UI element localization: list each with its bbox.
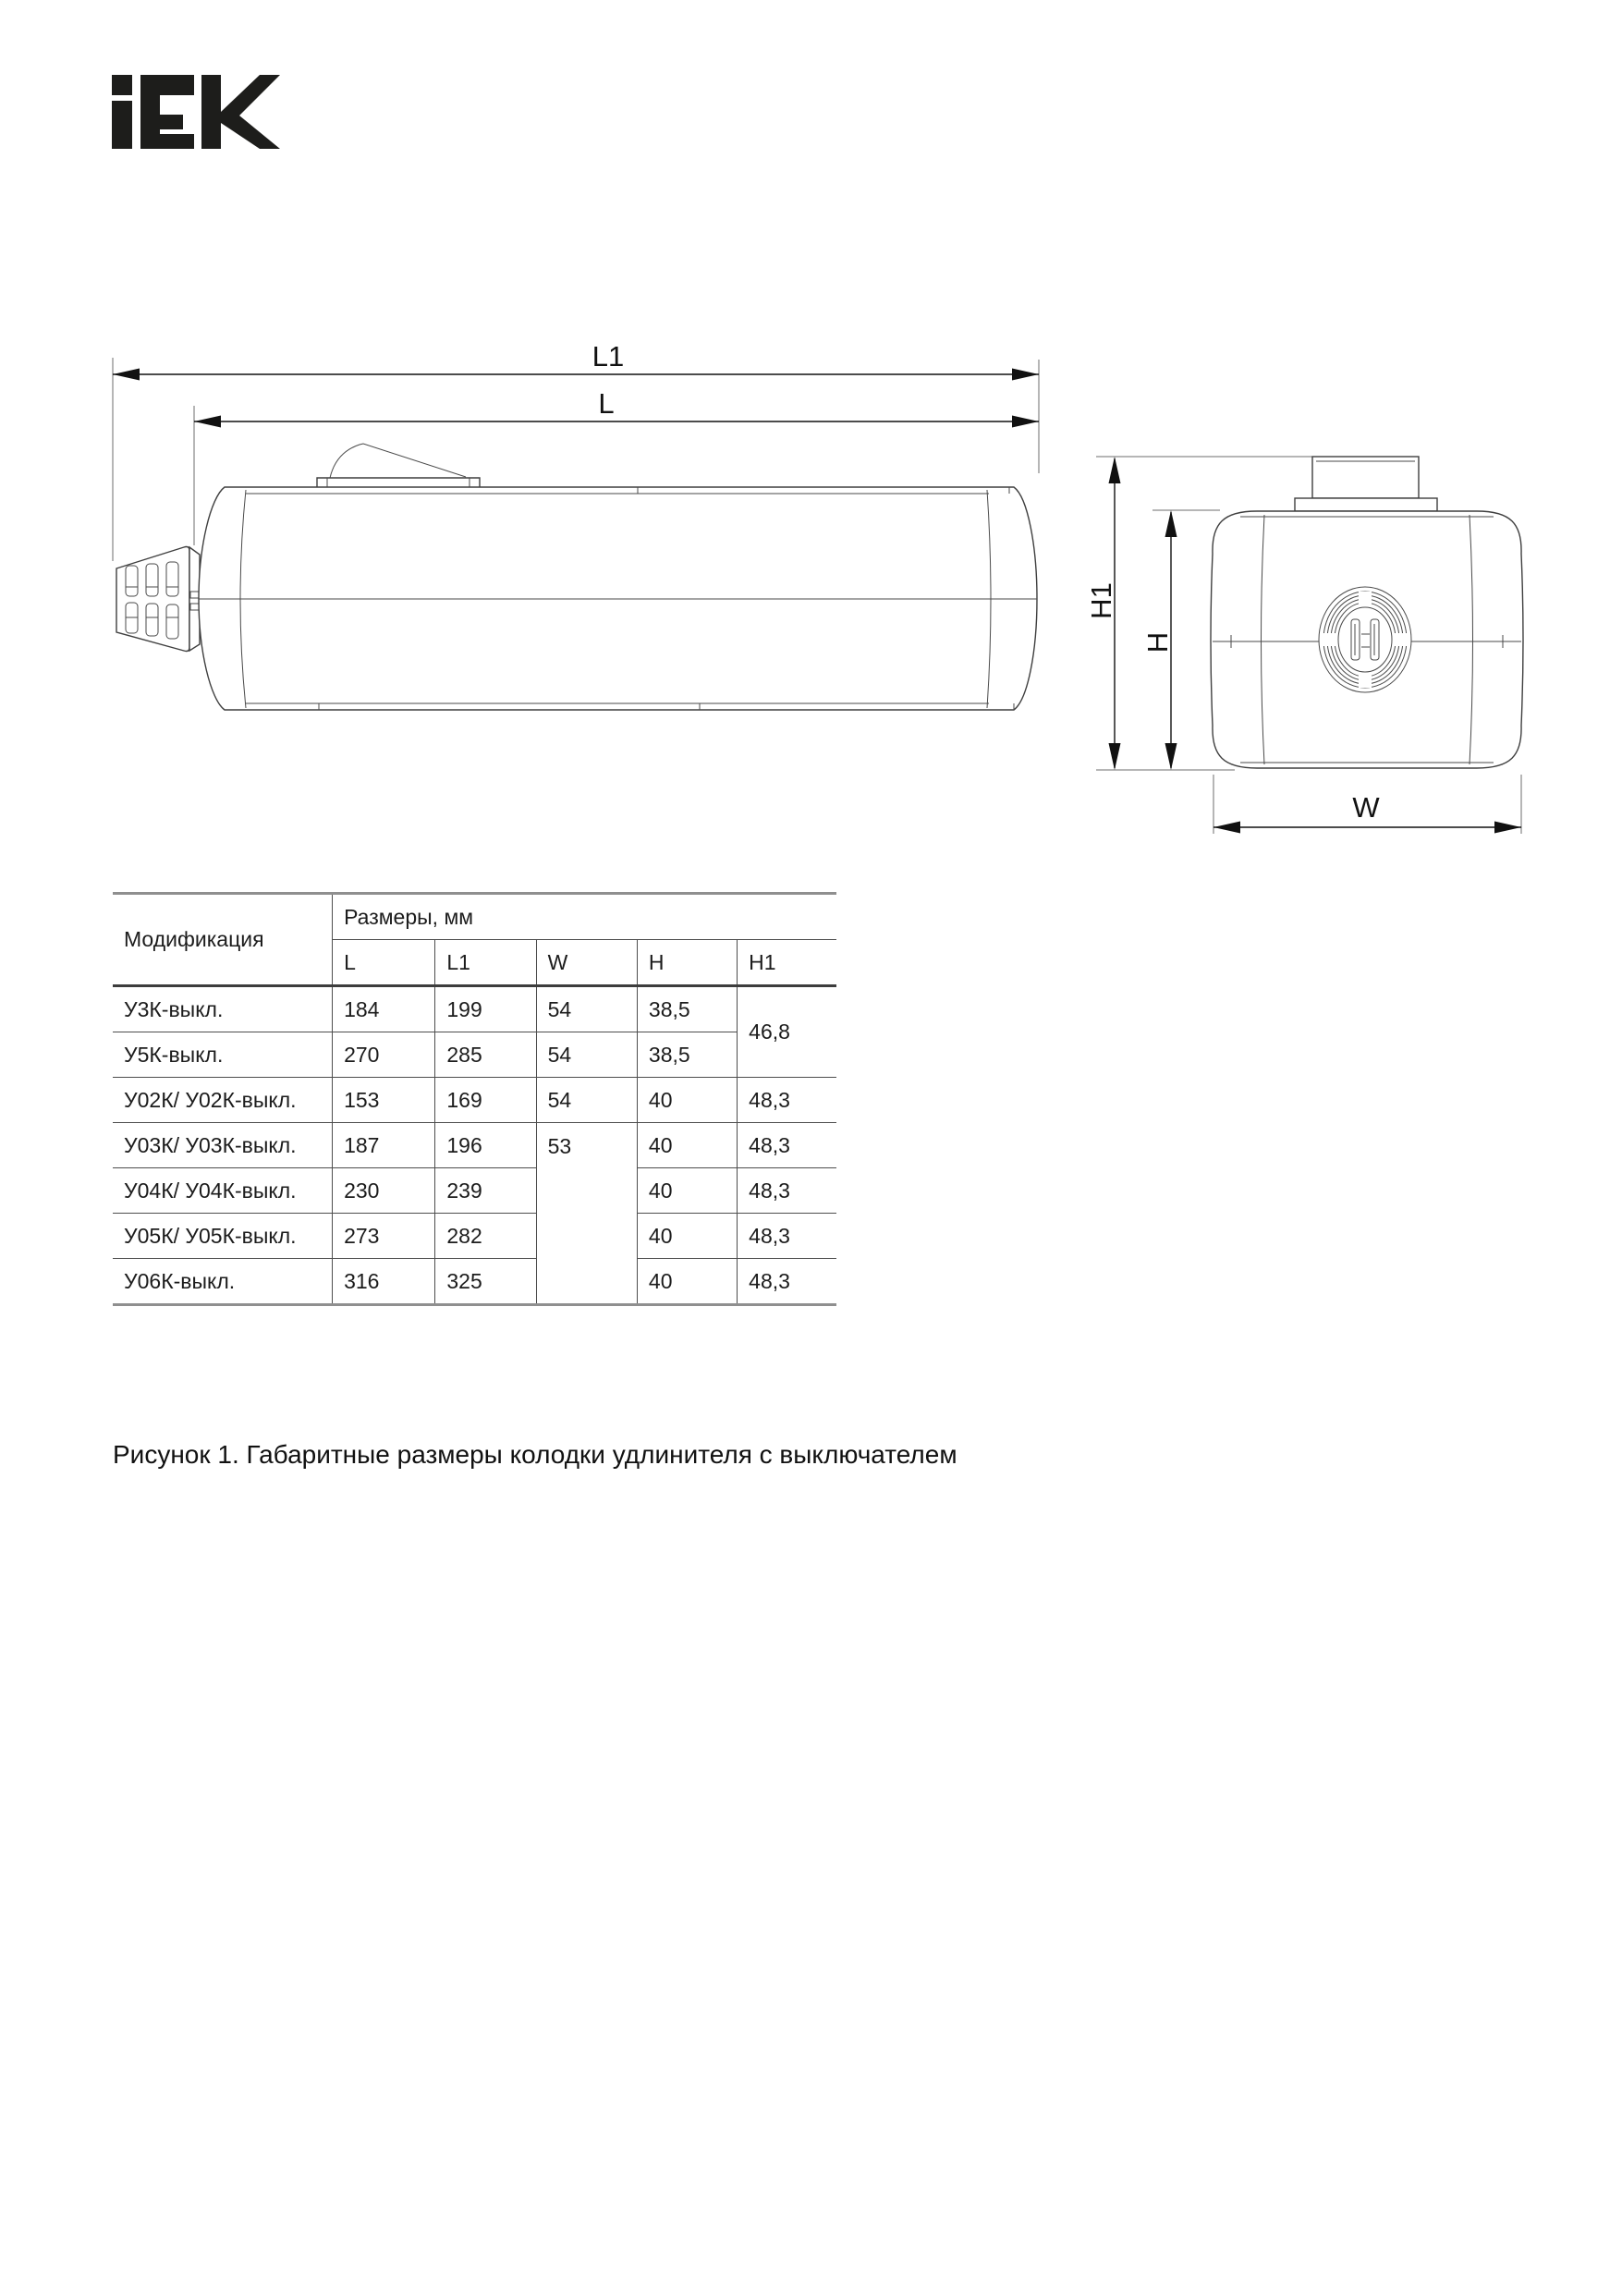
cell-w: 54 xyxy=(536,986,637,1032)
cell-l1: 239 xyxy=(435,1168,536,1214)
cell-w: 54 xyxy=(536,1078,637,1123)
table-header-row xyxy=(113,894,836,940)
cell-l1: 199 xyxy=(435,986,536,1032)
col-header-h: H xyxy=(637,940,737,986)
cell-h: 40 xyxy=(637,1259,737,1305)
switch-rocker xyxy=(330,444,466,478)
col-header-sizes: Размеры, мм xyxy=(333,894,836,940)
col-header-modification: Модификация xyxy=(113,894,333,986)
dimension-h1 xyxy=(1085,457,1121,770)
cell-h: 40 xyxy=(637,1123,737,1168)
cell-model: У05К/ У05К-выкл. xyxy=(113,1214,333,1259)
col-header-w: W xyxy=(536,940,637,986)
side-view xyxy=(116,444,1037,710)
cell-model: У04К/ У04К-выкл. xyxy=(113,1168,333,1214)
cell-model: У03К/ У03К-выкл. xyxy=(113,1123,333,1168)
table-row xyxy=(113,986,836,1032)
cell-l: 270 xyxy=(333,1032,435,1078)
cell-h: 40 xyxy=(637,1214,737,1259)
table-row xyxy=(113,1032,836,1078)
dim-label-h1: H1 xyxy=(1085,582,1117,619)
cell-h: 38,5 xyxy=(637,1032,737,1078)
dimension-w xyxy=(1213,791,1521,834)
cell-l1: 196 xyxy=(435,1123,536,1168)
cell-model: У02К/ У02К-выкл. xyxy=(113,1078,333,1123)
col-header-h1: H1 xyxy=(738,940,836,986)
cell-l1: 285 xyxy=(435,1032,536,1078)
end-body xyxy=(1211,511,1523,768)
dimension-drawing xyxy=(0,342,1622,869)
cell-l1: 169 xyxy=(435,1078,536,1123)
end-switch-base xyxy=(1295,498,1437,511)
end-switch-top xyxy=(1312,457,1419,498)
cell-h1: 48,3 xyxy=(738,1078,836,1123)
dim-label-l1: L1 xyxy=(591,342,625,372)
table-row xyxy=(113,1078,836,1123)
cell-h: 38,5 xyxy=(637,986,737,1032)
cell-l: 184 xyxy=(333,986,435,1032)
dim-label-h: H xyxy=(1141,631,1174,653)
cell-h: 40 xyxy=(637,1078,737,1123)
dimensions-table xyxy=(113,892,836,1306)
cell-model: У5К-выкл. xyxy=(113,1032,333,1078)
dimension-l1 xyxy=(113,342,1039,381)
end-view xyxy=(1085,457,1523,834)
cell-model: У3К-выкл. xyxy=(113,986,333,1032)
col-header-l1: L1 xyxy=(435,940,536,986)
cell-h: 40 xyxy=(637,1168,737,1214)
cell-h1-merged: 46,8 xyxy=(738,986,836,1078)
dimension-h xyxy=(1141,510,1177,770)
iek-logo xyxy=(112,75,280,149)
cell-w-merged: 53 xyxy=(536,1123,637,1305)
dim-label-w: W xyxy=(1352,791,1380,824)
cell-l: 230 xyxy=(333,1168,435,1214)
iek-logo-glyphs xyxy=(112,75,280,149)
table-row xyxy=(113,1123,836,1168)
cell-w: 54 xyxy=(536,1032,637,1078)
dim-label-l: L xyxy=(598,387,615,420)
cell-h1: 48,3 xyxy=(738,1259,836,1305)
cell-h1: 48,3 xyxy=(738,1214,836,1259)
cell-h1: 48,3 xyxy=(738,1168,836,1214)
dimension-l xyxy=(194,387,1039,428)
cell-l: 273 xyxy=(333,1214,435,1259)
cell-l: 316 xyxy=(333,1259,435,1305)
table-row xyxy=(113,1168,836,1214)
cell-l1: 325 xyxy=(435,1259,536,1305)
cell-l1: 282 xyxy=(435,1214,536,1259)
cell-h1: 48,3 xyxy=(738,1123,836,1168)
table-row xyxy=(113,1214,836,1259)
table-row xyxy=(113,1259,836,1305)
figure-caption: Рисунок 1. Габаритные размеры колодки удлинителя с выключателем xyxy=(113,1440,957,1469)
cell-l: 187 xyxy=(333,1123,435,1168)
cell-model: У06К-выкл. xyxy=(113,1259,333,1305)
col-header-l: L xyxy=(333,940,435,986)
cell-l: 153 xyxy=(333,1078,435,1123)
